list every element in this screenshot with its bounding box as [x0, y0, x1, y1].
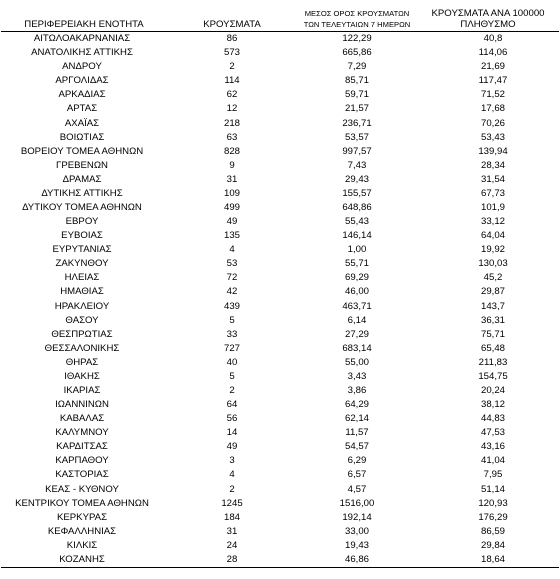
cell-region: ΔΡΑΜΑΣ: [62, 173, 102, 185]
table-row: [1, 74, 559, 88]
cell-cases: 499: [223, 201, 240, 213]
header-region-label: ΠΕΡΙΦΕΡΕΙΑΚΗ ΕΝΟΤΗΤΑ: [24, 19, 144, 30]
table-row: [1, 229, 559, 243]
cell-region: ΑΙΤΩΛΟΑΚΑΡΝΑΝΙΑΣ: [33, 33, 131, 45]
table-row: [1, 525, 559, 539]
table-row: [1, 328, 559, 342]
cell-region: ΚΟΖΑΝΗΣ: [1, 553, 167, 568]
cell-per100k: 86,59: [480, 525, 505, 537]
cell-per100k: 117,47: [478, 75, 508, 87]
cell-per100k: 33,12: [480, 216, 505, 228]
cell-cases: 109: [223, 187, 240, 199]
table-row: [1, 454, 559, 468]
cell-region: ΕΥΒΟΙΑΣ: [61, 230, 103, 242]
cell-avg7: 21,57: [344, 103, 369, 115]
table-row: [1, 285, 559, 299]
cell-avg7: 146,14: [342, 230, 372, 242]
cell-cases: 5: [229, 314, 235, 326]
table-row: [1, 215, 559, 229]
cell-region: ΒΟΙΩΤΙΑΣ: [59, 131, 105, 143]
cell-cases: 40: [226, 356, 238, 368]
cell-cases: 14: [226, 427, 238, 439]
cell-avg7: 27,29: [344, 328, 369, 340]
cell-region: ΚΑΒΑΛΑΣ: [59, 413, 105, 425]
table-row: [1, 173, 559, 187]
table-row: [1, 299, 559, 313]
cell-per100k: 114,06: [478, 47, 508, 59]
cell-avg7: 1516,00: [339, 497, 375, 509]
table-row: [1, 384, 559, 398]
cell-avg7: 665,86: [342, 47, 372, 59]
cell-avg7: 29,43: [344, 173, 369, 185]
cell-per100k: 40,8: [483, 33, 503, 45]
cell-per100k: 139,94: [478, 145, 508, 157]
cell-per100k: 75,71: [480, 328, 505, 340]
cell-avg7: 53,57: [344, 131, 369, 143]
table-row: [1, 145, 559, 159]
table-row: [1, 468, 559, 482]
cell-region: ΘΕΣΣΑΛΟΝΙΚΗΣ: [44, 342, 120, 354]
cell-avg7: 62,14: [344, 413, 369, 425]
cell-avg7: 6,57: [347, 469, 367, 481]
cell-region: ΚΑΛΥΜΝΟΥ: [55, 427, 109, 439]
table-row: [1, 314, 559, 328]
table-row: [1, 102, 559, 116]
table-row: [1, 257, 559, 271]
cell-cases: 114: [224, 75, 240, 87]
cell-region: ΑΡΚΑΔΙΑΣ: [58, 89, 106, 101]
cell-region: ΘΑΣΟΥ: [65, 314, 99, 326]
cell-region: ΙΘΑΚΗΣ: [64, 370, 100, 382]
cell-region: ΚΑΣΤΟΡΙΑΣ: [55, 469, 109, 481]
cell-avg7: 7,29: [347, 61, 367, 73]
cell-cases: 135: [223, 230, 240, 242]
table-row: [1, 32, 559, 47]
cell-per100k: 17,68: [480, 103, 505, 115]
cell-region: ΕΥΡΥΤΑΝΙΑΣ: [52, 244, 112, 256]
cell-cases: 2: [229, 483, 235, 495]
cell-avg7: 11,57: [345, 427, 369, 439]
cell-per100k: 44,83: [480, 413, 505, 425]
cell-cases: 3: [229, 455, 235, 467]
cell-avg7: 19,43: [344, 539, 369, 551]
cell-avg7: 4,57: [347, 483, 367, 495]
cell-cases: 62: [226, 89, 238, 101]
cell-region: ΚΑΡΔΙΤΣΑΣ: [56, 441, 108, 453]
cell-avg7: 69,29: [344, 272, 369, 284]
header-avg7-line2: ΤΩΝ ΤΕΛΕΥΤΑΙΩΝ 7 ΗΜΕΡΩΝ: [303, 20, 411, 29]
cell-avg7: 122,29: [342, 33, 372, 45]
cell-avg7: 648,86: [342, 201, 372, 213]
cell-region: ΑΡΤΑΣ: [66, 103, 98, 115]
cell-per100k: 154,75: [478, 370, 508, 382]
cell-cases: 5: [229, 370, 235, 382]
cell-region: ΒΟΡΕΙΟΥ ΤΟΜΕΑ ΑΘΗΝΩΝ: [20, 145, 144, 157]
cell-cases: 573: [223, 47, 240, 59]
cell-cases: 24: [226, 539, 238, 551]
table-row: [1, 116, 559, 130]
cell-per100k: 31,54: [480, 173, 505, 185]
cell-region: ΔΥΤΙΚΟΥ ΤΟΜΕΑ ΑΘΗΝΩΝ: [22, 201, 142, 213]
cell-cases: 184: [223, 511, 240, 523]
header-region: [1, 8, 167, 32]
cell-per100k: 41,04: [480, 455, 505, 467]
table-row: [1, 46, 559, 60]
cell-region: ΚΙΛΚΙΣ: [66, 539, 98, 551]
cell-avg7: 85,71: [344, 75, 369, 87]
cell-region: ΑΝΔΡΟΥ: [62, 61, 102, 73]
cell-per100k: 65,48: [480, 342, 505, 354]
table-row: [1, 398, 559, 412]
table-row: [1, 88, 559, 102]
cell-cases: 218: [223, 117, 240, 129]
cell-cases: 49: [226, 216, 238, 228]
table-row: [1, 412, 559, 426]
cell-cases: 828: [223, 145, 240, 157]
header-avg7: [297, 8, 417, 32]
cell-region: ΑΡΓΟΛΙΔΑΣ: [55, 75, 109, 87]
cell-per100k: 130,03: [478, 258, 508, 270]
cell-avg7: 3,43: [347, 370, 367, 382]
cell-per100k: 70,26: [480, 117, 505, 129]
cell-cases: 31: [226, 525, 238, 537]
table-row: [1, 342, 559, 356]
header-cases: [167, 8, 297, 32]
cell-per100k: 19,92: [480, 244, 505, 256]
cell-avg7: 55,00: [344, 356, 369, 368]
cell-cases: 28: [167, 553, 297, 568]
table-row: [1, 356, 559, 370]
cell-per100k: 67,73: [480, 187, 505, 199]
cell-avg7: 3,86: [347, 384, 367, 396]
cell-avg7: 46,00: [344, 286, 369, 298]
cell-avg7: 1,00: [347, 244, 367, 256]
cell-region: ΚΑΡΠΑΘΟΥ: [55, 455, 109, 467]
table-row: [1, 370, 559, 384]
cell-cases: 42: [226, 286, 238, 298]
cell-per100k: 71,52: [480, 89, 505, 101]
cell-cases: 56: [226, 413, 238, 425]
cell-cases: 53: [226, 258, 238, 270]
table-row: [1, 201, 559, 215]
table-row: [1, 483, 559, 497]
cell-cases: 72: [226, 272, 238, 284]
cell-cases: 49: [226, 441, 238, 453]
table-header: [1, 8, 559, 32]
cases-table: [1, 8, 559, 568]
cell-region: ΚΕΑΣ - ΚΥΘΝΟΥ: [45, 483, 119, 495]
cell-cases: 63: [226, 131, 238, 143]
cell-per100k: 176,29: [478, 511, 508, 523]
cell-region: ΗΛΕΙΑΣ: [64, 272, 100, 284]
cell-per100k: 45,2: [483, 272, 503, 284]
cell-per100k: 20,24: [480, 384, 505, 396]
cell-cases: 9: [229, 159, 235, 171]
cell-region: ΖΑΚΥΝΘΟΥ: [55, 258, 109, 270]
header-cases-label: ΚΡΟΥΣΜΑΤΑ: [203, 19, 261, 30]
table-row: [1, 131, 559, 145]
cell-avg7: 46,86: [297, 553, 417, 568]
cell-per100k: 43,16: [480, 441, 505, 453]
table-row: [1, 440, 559, 454]
cell-cases: 727: [223, 342, 240, 354]
cell-avg7: 683,14: [342, 342, 372, 354]
cell-per100k: 29,87: [480, 286, 505, 298]
table-row: [1, 553, 559, 568]
table-row: [1, 271, 559, 285]
table-row: [1, 187, 559, 201]
cell-cases: 2: [229, 61, 235, 73]
cell-per100k: 211,83: [478, 356, 508, 368]
cell-per100k: 64,04: [480, 230, 505, 242]
cell-avg7: 33,00: [344, 525, 369, 537]
cell-per100k: 120,93: [478, 497, 508, 509]
cell-region: ΗΜΑΘΙΑΣ: [60, 286, 104, 298]
cell-per100k: 21,69: [480, 61, 505, 73]
cell-avg7: 192,14: [342, 511, 372, 523]
cell-cases: 439: [223, 300, 240, 312]
cell-region: ΕΒΡΟΥ: [65, 216, 99, 228]
cell-avg7: 463,71: [342, 300, 372, 312]
cell-avg7: 59,71: [344, 89, 369, 101]
cell-per100k: 29,84: [480, 539, 505, 551]
table-row: [1, 511, 559, 525]
cell-avg7: 155,57: [342, 187, 372, 199]
table-row: [1, 539, 559, 553]
cell-avg7: 6,29: [347, 455, 367, 467]
cell-avg7: 64,29: [344, 399, 369, 411]
table-body: [1, 32, 559, 568]
cell-cases: 4: [229, 244, 235, 256]
cell-per100k: 38,12: [480, 399, 505, 411]
cell-per100k: 143,7: [480, 300, 505, 312]
cell-avg7: 236,71: [342, 117, 372, 129]
cell-cases: 64: [226, 399, 238, 411]
cell-per100k: 36,31: [480, 314, 505, 326]
cell-cases: 4: [229, 469, 235, 481]
cell-avg7: 55,43: [344, 216, 369, 228]
cell-region: ΚΕΦΑΛΛΗΝΙΑΣ: [47, 525, 117, 537]
cell-region: ΓΡΕΒΕΝΩΝ: [56, 159, 108, 171]
cell-cases: 31: [226, 173, 238, 185]
cell-avg7: 6,14: [347, 314, 367, 326]
cell-region: ΗΡΑΚΛΕΙΟΥ: [54, 300, 110, 312]
cell-cases: 12: [226, 103, 238, 115]
cell-region: ΚΕΡΚΥΡΑΣ: [56, 511, 107, 523]
cell-cases: 2: [229, 384, 235, 396]
cell-avg7: 7,43: [347, 159, 367, 171]
table-row: [1, 497, 559, 511]
cell-region: ΑΝΑΤΟΛΙΚΗΣ ΑΤΤΙΚΗΣ: [31, 47, 133, 59]
header-avg7-line1: ΜΕΣΟΣ ΟΡΟΣ ΚΡΟΥΣΜΑΤΩΝ: [304, 9, 410, 18]
cell-per100k: 47,53: [480, 427, 505, 439]
cell-region: ΙΩΑΝΝΙΝΩΝ: [55, 399, 109, 411]
cell-per100k: 7,95: [483, 469, 503, 481]
cell-region: ΔΥΤΙΚΗΣ ΑΤΤΙΚΗΣ: [41, 187, 123, 199]
cell-cases: 33: [226, 328, 238, 340]
cell-per100k: 18,64: [417, 553, 559, 568]
cell-region: ΙΚΑΡΙΑΣ: [63, 384, 101, 396]
cell-region: ΑΧΑΪΑΣ: [64, 117, 100, 129]
table-row: [1, 60, 559, 74]
cell-per100k: 51,14: [480, 483, 505, 495]
cell-avg7: 55,71: [344, 258, 369, 270]
cell-region: ΚΕΝΤΡΙΚΟΥ ΤΟΜΕΑ ΑΘΗΝΩΝ: [15, 497, 149, 509]
header-per100k: [417, 8, 559, 32]
cell-cases: 86: [226, 33, 238, 45]
cell-avg7: 997,57: [342, 145, 372, 157]
cell-per100k: 101,9: [480, 201, 505, 213]
table-row: [1, 159, 559, 173]
cell-region: ΘΗΡΑΣ: [65, 356, 99, 368]
cell-per100k: 53,43: [480, 131, 505, 143]
cell-cases: 1245: [221, 497, 243, 509]
cell-per100k: 28,34: [480, 159, 505, 171]
header-per100k-line1: ΚΡΟΥΣΜΑΤΑ ΑΝΑ 100000: [431, 8, 545, 19]
table-row: [1, 426, 559, 440]
cell-region: ΘΕΣΠΡΩΤΙΑΣ: [51, 328, 113, 340]
cell-avg7: 54,57: [344, 441, 369, 453]
header-row: [1, 8, 559, 32]
table-row: [1, 243, 559, 257]
header-per100k-line2: ΠΛΗΘΥΣΜΟ: [460, 19, 516, 30]
